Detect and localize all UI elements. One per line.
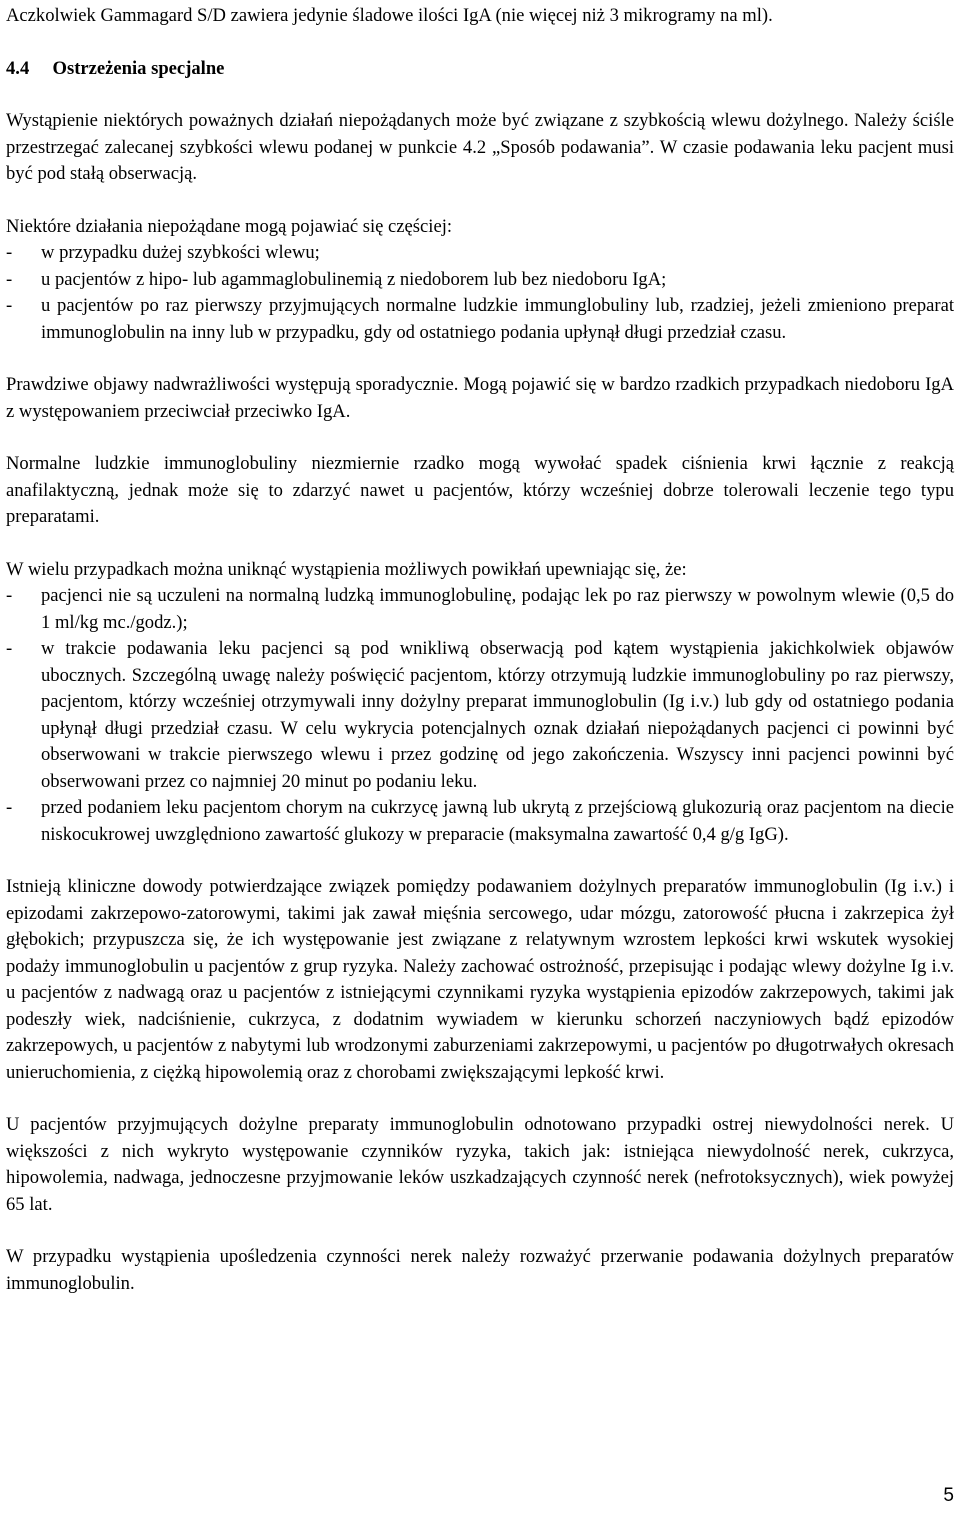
page-number: 5 [943,1485,954,1506]
list-item: - u pacjentów z hipo- lub agammaglobulinemią z niedoborem lub bez niedoboru IgA; [6,267,954,294]
list-item: - u pacjentów po raz pierwszy przyjmujących normalne ludzkie immunglobuliny lub, rzadziej, jeżeli zmieniono preparat immunoglobulin na inny lub w przypadku, gdy od ostatniego podania upłynął długi przedział czasu. [6,293,954,346]
side-effects-lead: Niektóre działania niepożądane mogą pojawiać się częściej: [6,215,453,237]
list-item: - pacjenci nie są uczuleni na normalną ludzką immunoglobulinę, podając lek po raz pierwszy w powolnym wlewie (0,5 do 1 ml/kg mc./godz.); [6,583,954,636]
paragraph-renal-failure: U pacjentów przyjmujących dożylne preparaty immunoglobulin odnotowano przypadki ostrej niewydolności nerek. U większości z nich wykryto występowanie czynników ryzyka, takich jak: istniejąca niewydolność nerek, cukrzyca, hipowolemia, nadwaga, jednoczesne przyjmowanie leków uszkadzających czynność nerek (nefrotoksycznych), wiek powyżej 65 lat. [6,1114,954,1215]
paragraph-hypersensitivity: Prawdziwe objawy nadwrażliwości występują sporadycznie. Mogą pojawić się w bardzo rzadkich przypadkach niedoboru IgA z występowaniem przeciwciał przeciwko IgA. [6,374,954,422]
section-number: 4.4 [6,57,30,79]
complications-list [6,583,954,848]
complications-lead: W wielu przypadkach można uniknąć wystąpienia możliwych powikłań upewniając się, że: [6,558,687,580]
intro-paragraph: Aczkolwiek Gammagard S/D zawiera jedynie śladowe ilości IgA (nie więcej niż 3 mikrogramy na ml). [6,5,773,26]
list-item: - w przypadku dużej szybkości wlewu; [6,240,954,267]
list-item: - przed podaniem leku pacjentom chorym na cukrzycę jawną lub ukrytą z przejściową glukozurią oraz pacjentom na diecie niskocukrowej uwzględniono zawartość glukozy w preparacie (maksymalna zawartość 0,4 g/g IgG). [6,795,954,848]
paragraph-blood-pressure: Normalne ludzkie immunoglobuliny niezmiernie rzadko mogą wywołać spadek ciśnienia krwi łącznie z reakcją anafilaktyczną, jednak może się to zdarzyć nawet u pacjentów, którzy wcześniej dobrze tolerowali leczenie tego typu preparatami. [6,453,954,527]
side-effects-list [6,240,954,346]
paragraph-infusion-rate: Wystąpienie niektórych poważnych działań niepożądanych może być związane z szybkością wlewu dożylnego. Należy ściśle przestrzegać zalecanej szybkości wlewu podanej w punkcie 4.2 „Sposób podawania”. W czasie podawania leku pacjent musi być pod stałą obserwacją. [6,110,954,184]
paragraph-complications [6,557,954,849]
paragraph-renal-impairment: W przypadku wystąpienia upośledzenia czynności nerek należy rozważyć przerwanie podawania dożylnych preparatów immunoglobulin. [6,1246,954,1294]
section-title: Ostrzeżenia specjalne [52,57,225,79]
paragraph-thromboembolic: Istnieją kliniczne dowody potwierdzające związek pomiędzy podawaniem dożylnych preparatów immunoglobulin (Ig i.v.) i epizodami zakrzepowo-zatorowymi, takimi jak zawał mięśnia sercowego, udar mózgu, zatorowość płucna i zakrzepica żył głębokich; przypuszcza się, że ich występowanie jest związane z relatywnym wzrostem lepkości krwi wskutek wysokiej podaży immunoglobulin u pacjentów z grup ryzyka. Należy zachować ostrożność, przepisując i podając wlewy dożylne Ig i.v. u pacjentów z nadwagą oraz u pacjentów z istniejącymi czynnikami ryzyka wystąpienia epizodów zakrzepowych, takimi jak podeszły wiek, nadciśnienie, cukrzyca, z dodatnim wywiadem w kierunku schorzeń naczyniowych bądź epizodów zakrzepowych, u pacjentów z nabytymi lub wrodzonymi zaburzeniami zakrzepowymi, u pacjentów po długotrwałych okresach unieruchomienia, z ciężką hipowolemią oraz z chorobami zwiększającymi lepkość krwi. [6,876,954,1083]
list-item: - w trakcie podawania leku pacjenci są pod wnikliwą obserwacją pod kątem wystąpienia jakichkolwiek objawów ubocznych. Szczególną uwagę należy poświęcić pacjentom, którzy otrzymują ludzkie immunoglobuliny po raz pierwszy, pacjentom, którzy wcześniej otrzymywali inny dożylny preparat immunoglobulin (Ig i.v.) lub gdy od ostatniego podania upłynął długi przedział czasu. W celu wykrycia potencjalnych oznak działań niepożądanych pacjenci ci powinni być obserwowani w trakcie pierwszego wlewu i przez godzinę od jego zakończenia. Wszyscy inni pacjenci powinni być obserwowani przez co najmniej 20 minut po podaniu leku. [6,636,954,795]
section-heading [6,56,954,83]
document-page [6,3,954,1297]
paragraph-side-effects [6,214,954,347]
